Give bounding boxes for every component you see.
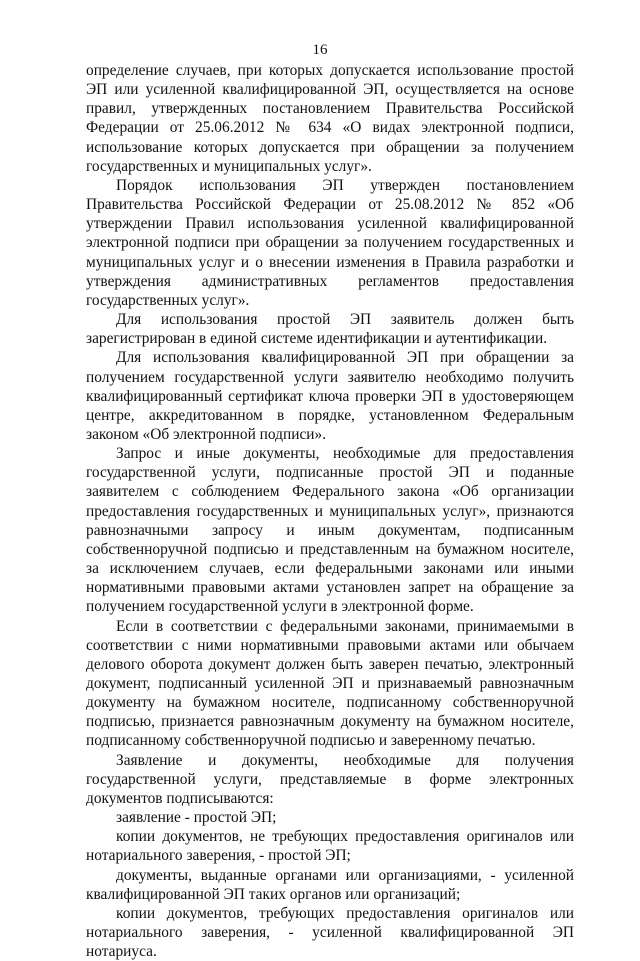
list-item-issued-documents: документы, выданные органами или организациями, - усиленной квалифицированной ЭП таких органов или организаций; (86, 866, 574, 903)
paragraph-simple-signature: Для использования простой ЭП заявитель должен быть зарегистрирован в единой системе идентификации и аутентификации. (86, 311, 574, 348)
paragraph-signature-procedure: Порядок использования ЭП утвержден постановлением Правительства Российской Федерации от 25.08.2012 № 852 «Об утверждении Правил использования усиленной квалифицированной электронной подписи при обращении за получением государственных и муниципальных услуг и о внесении изменения в Правила разработки и утверждения административных регламентов предоставления государственных услуг». (86, 176, 574, 309)
list-item-application: заявление - простой ЭП; (116, 809, 277, 827)
document-body (86, 61, 574, 961)
paragraph-qualified-signature: Для использования квалифицированной ЭП при обращении за получением государственной услуги заявителю необходимо получить квалифицированный сертификат ключа проверки ЭП в удостоверяющем центре, аккредитованном в порядке, установленном Федеральным законом «Об электронной подписи». (86, 349, 574, 443)
list-item-copies-simple: копии документов, не требующих предоставления оригиналов или нотариального заверения, - простой ЭП; (86, 828, 574, 865)
paragraph-seal-equivalence: Если в соответствии с федеральными законами, принимаемыми в соответствии с ними нормативными правовыми актами или обычаем делового оборота документ должен быть заверен печатью, электронный документ, подписанный усиленной ЭП и признаваемый равнозначным документу на бумажном носителе, подписанному собственноручной подписью, признается равнозначным документу на бумажном носителе, подписанному собственноручной подписью и заверенному печатью. (86, 617, 574, 750)
page-number: 16 (312, 42, 328, 58)
paragraph-request-equivalence: Запрос и иные документы, необходимые для предоставления государственной услуги, подписанные простой ЭП и поданные заявителем с соблюдением Федерального закона «Об организации предоставления государственных и муниципальных услуг», признаются равнозначными запросу и иным документам, подписанным собственноручной подписью и представленным на бумажном носителе, за исключением случаев, если федеральными законами или иными нормативными правовыми актами установлен запрет на обращение за получением государственной услуги в электронной форме. (86, 445, 574, 616)
paragraph-signing-rules: Заявление и документы, необходимые для получения государственной услуги, представляемые в форме электронных документов подписываются: (86, 751, 574, 807)
paragraph-intro-continuation: определение случаев, при которых допускается использование простой ЭП или усиленной квалифицированной ЭП, осуществляется на основе правил, утвержденных постановлением Правительства Российской Федерации от 25.06.2012 № 634 «О видах электронной подписи, использование которых допускается при обращении за получением государственных и муниципальных услуг». (86, 62, 574, 175)
list-item-copies-notary: копии документов, требующих предоставления оригиналов или нотариального заверения, - усиленной квалифицированной ЭП нотариуса. (86, 904, 574, 961)
